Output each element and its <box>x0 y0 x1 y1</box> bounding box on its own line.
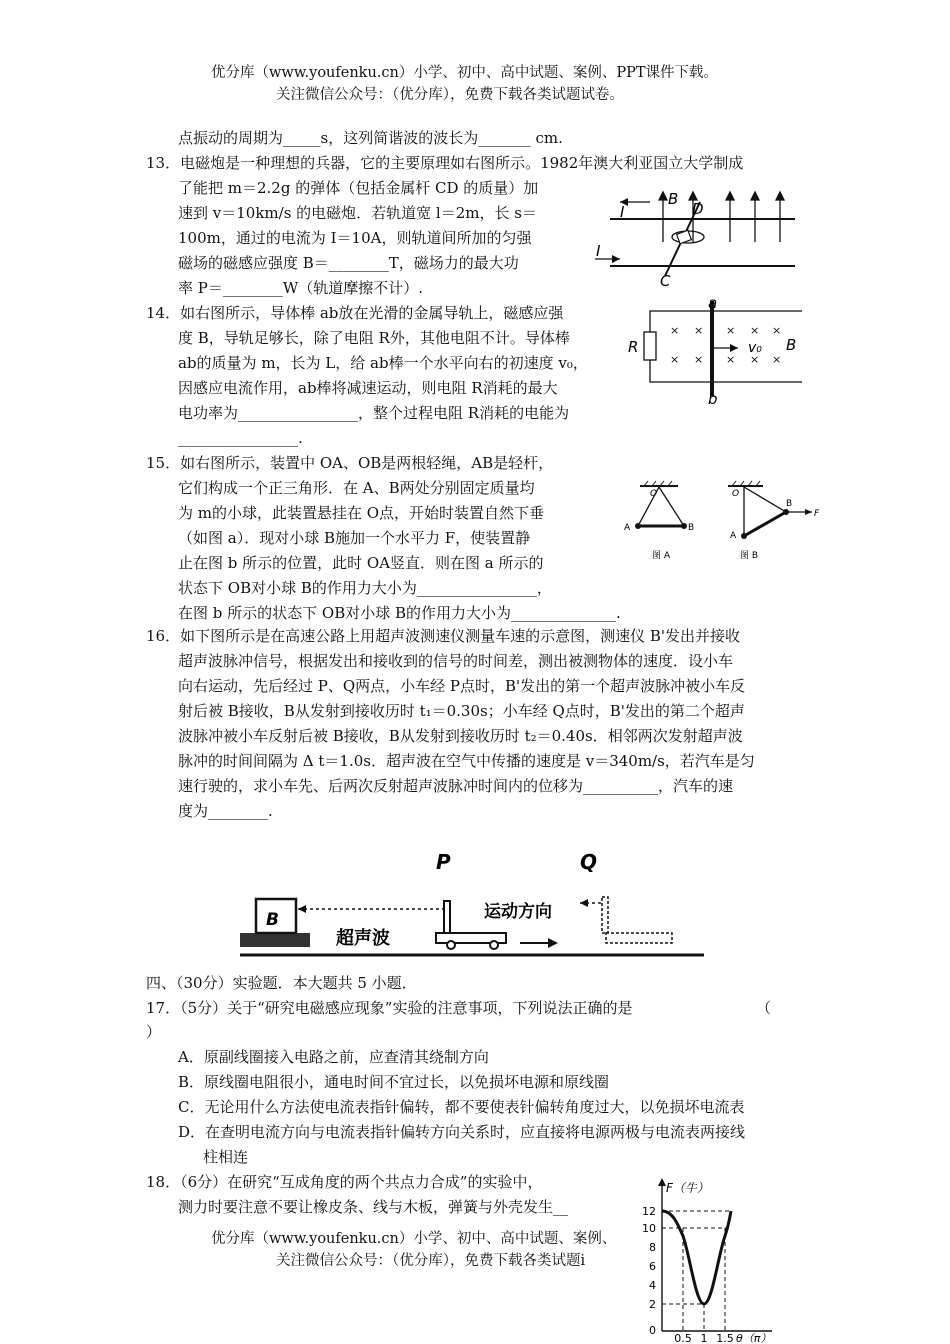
q13-line: 100m，通过的电流为 I＝10A，则轨道间所加的匀强 <box>178 229 532 247</box>
label-B-a: B <box>688 523 695 533</box>
graph-y-tick: 6 <box>649 1260 656 1273</box>
label-R: R <box>628 338 639 356</box>
caption-b: 图 B <box>740 551 759 561</box>
field-mark: × <box>772 353 782 366</box>
q16-line: 射后被 B接收，B从发射到接收历时 t₁＝0.30s；小车经 Q点时，B'发出的第二个超声 <box>178 702 745 720</box>
label-B: B <box>786 336 797 354</box>
label-B: B <box>668 190 679 208</box>
q17-stem: 17．（5分）关于“研究电磁感应现象”实验的注意事项，下列说法正确的是 <box>146 999 633 1017</box>
field-mark: × <box>726 324 736 337</box>
graph-y-tick: 4 <box>649 1279 656 1292</box>
footer-line-2: 关注微信公众号：（优分库），免费下载各类试题i <box>276 1253 586 1269</box>
q15-line: 在图 b 所示的状态下 OB对小球 B的作用力大小为______________. <box>178 604 621 622</box>
q16-line: 向右运动，先后经过 P、Q两点，小车经 P点时，B'发出的第一个超声波脉冲被小车反 <box>178 677 746 695</box>
field-mark: × <box>750 324 760 337</box>
field-mark: × <box>772 324 782 337</box>
field-mark: × <box>694 324 704 337</box>
q17-answer-paren: ） <box>146 1023 162 1041</box>
q17-option-c: C．无论用什么方法使电流表指针偏转，都不要使表针偏转角度过大，以免损坏电流表 <box>178 1098 745 1116</box>
label-D: D <box>692 200 704 218</box>
q17-option-d: D．在查明电流方向与电流表指针偏转方向关系时，应直接将电源两极与电流表两接线 <box>178 1123 746 1141</box>
speed-measure-figure <box>236 845 710 965</box>
label-A-a: A <box>624 523 631 533</box>
label-O-a: O <box>650 489 658 499</box>
label-Q: Q <box>580 850 598 874</box>
graph-y-label: F（牛） <box>666 1181 709 1195</box>
q14-line: 度 B，导轨足够长，除了电阻 R外，其他电阻不计。导体棒 <box>178 329 570 347</box>
force-angle-graph <box>632 1176 792 1344</box>
label-I-top: I <box>620 203 625 221</box>
field-mark: × <box>670 353 680 366</box>
triangle-figures <box>618 478 828 568</box>
field-mark: × <box>750 353 760 366</box>
q17-answer-paren: （ <box>756 999 772 1017</box>
label-v0: v₀ <box>748 340 762 356</box>
header-line-1: 优分库（www.youfenku.cn）小学、初中、高中试题、案例、PPT课件下载。 <box>211 65 719 81</box>
q16-line: 16．如下图所示是在高速公路上用超声波测速仪测量车速的示意图，测速仪 B'发出并接收 <box>146 627 741 645</box>
label-a: a <box>708 296 718 312</box>
q15-line: 止在图 b 所示的位置，此时 OA竖直．则在图 a 所示的 <box>178 554 544 572</box>
graph-y-tick: 2 <box>649 1298 656 1311</box>
label-F: F <box>814 509 820 519</box>
q18-line: 18．（6分）在研究“互成角度的两个共点力合成”的实验中， <box>146 1173 543 1191</box>
q17-option-d: 柱相连 <box>203 1148 249 1166</box>
q14-line: ab的质量为 m，长为 L，给 ab棒一个水平向右的初速度 v₀， <box>178 354 588 372</box>
q14-line: 因感应电流作用，ab棒将减速运动，则电阻 R消耗的最大 <box>178 379 558 397</box>
q16-line: 脉冲的时间间隔为 Δ t＝1.0s．超声波在空气中传播的速度是 v＝340m/s，若汽车是匀 <box>178 752 755 770</box>
q17-option-b: B．原线圈电阻很小，通电时间不宜过长，以免损坏电源和原线圈 <box>178 1073 610 1091</box>
header-line-2: 关注微信公众号：（优分库），免费下载各类试题试卷。 <box>276 87 624 103</box>
label-B-b: B <box>786 499 793 509</box>
field-mark: × <box>726 353 736 366</box>
continuation-line: 点振动的周期为_____s，这列简谐波的波长为_______ cm. <box>178 129 563 147</box>
label-C: C <box>660 272 671 290</box>
graph-y-tick: 8 <box>649 1241 656 1254</box>
q13-line: 磁场的磁感应强度 B＝________T，磁场力的最大功 <box>178 254 519 272</box>
caption-a: 图 A <box>652 551 671 561</box>
q15-line: 为 m的小球，此装置悬挂在 O点，开始时装置自然下垂 <box>178 504 545 522</box>
section-4-heading: 四、（30分）实验题．本大题共 5 小题． <box>146 974 417 992</box>
label-O-b: O <box>732 489 740 499</box>
field-mark: × <box>670 324 680 337</box>
graph-x-tick: 1 <box>700 1332 708 1344</box>
q15-line: 它们构成一个正三角形．在 A、B两处分别固定质量均 <box>178 479 535 497</box>
q16-line: 波脉冲被小车反射后被 B接收，B从发射到接收历时 t₂＝0.40s．相邻两次发射超声波 <box>178 727 743 745</box>
label-ultrasound: 超声波 <box>336 928 390 949</box>
graph-x-tick: 1.5 <box>716 1332 734 1344</box>
label-b: b <box>708 390 718 406</box>
q15-line: 15．如右图所示，装置中 OA、OB是两根轻绳，AB是轻杆， <box>146 454 554 472</box>
q13-line: 速到 v＝10km/s 的电磁炮．若轨道宽 l＝2m，长 s＝ <box>178 204 537 222</box>
graph-y-tick: 0 <box>649 1324 656 1337</box>
label-I-bottom: I <box>596 242 601 260</box>
q13-line: 了能把 m＝2.2g 的弹体（包括金属杆 CD 的质量）加 <box>178 179 539 197</box>
q13-line: 率 P＝________W（轨道摩擦不计）. <box>178 279 424 297</box>
rod-figure <box>622 296 812 406</box>
footer-line-1: 优分库（www.youfenku.cn）小学、初中、高中试题、案例、 <box>211 1231 617 1247</box>
label-A-b: A <box>730 531 737 541</box>
q15-line: 状态下 OB对小球 B的作用力大小为________________， <box>178 579 552 597</box>
graph-y-tick: 12 <box>642 1205 656 1218</box>
label-P: P <box>436 850 451 874</box>
q16-line: 度为________. <box>178 802 273 820</box>
field-mark: × <box>694 353 704 366</box>
q14-line: ________________. <box>178 429 303 447</box>
q16-line: 超声波脉冲信号，根据发出和接收到的信号的时间差，测出被测物体的速度．设小车 <box>178 652 734 670</box>
label-direction: 运动方向 <box>484 902 552 922</box>
graph-y-tick: 10 <box>642 1222 656 1235</box>
label-B-device: B <box>266 910 279 930</box>
q17-option-a: A．原副线圈接入电路之前，应查清其绕制方向 <box>178 1048 489 1066</box>
graph-x-tick: 0.5 <box>674 1332 692 1344</box>
q14-line: 14．如右图所示，导体棒 ab放在光滑的金属导轨上，磁感应强 <box>146 304 564 322</box>
q16-line: 速行驶的，求小车先、后两次反射超声波脉冲时间内的位移为__________，汽车的速 <box>178 777 734 795</box>
q14-line: 电功率为________________，整个过程电阻 R消耗的电能为 <box>178 404 570 422</box>
q15-line: （如图 a）．现对小球 B施加一个水平力 F，使装置静 <box>178 529 531 547</box>
railgun-figure <box>590 184 800 290</box>
graph-x-label: θ（π） <box>736 1332 772 1344</box>
q18-line: 测力时要注意不要让橡皮条、线与木板，弹簧与外壳发生__ <box>178 1198 569 1216</box>
q13-line: 13．电磁炮是一种理想的兵器，它的主要原理如右图所示。1982年澳大利亚国立大学制成 <box>146 154 744 172</box>
